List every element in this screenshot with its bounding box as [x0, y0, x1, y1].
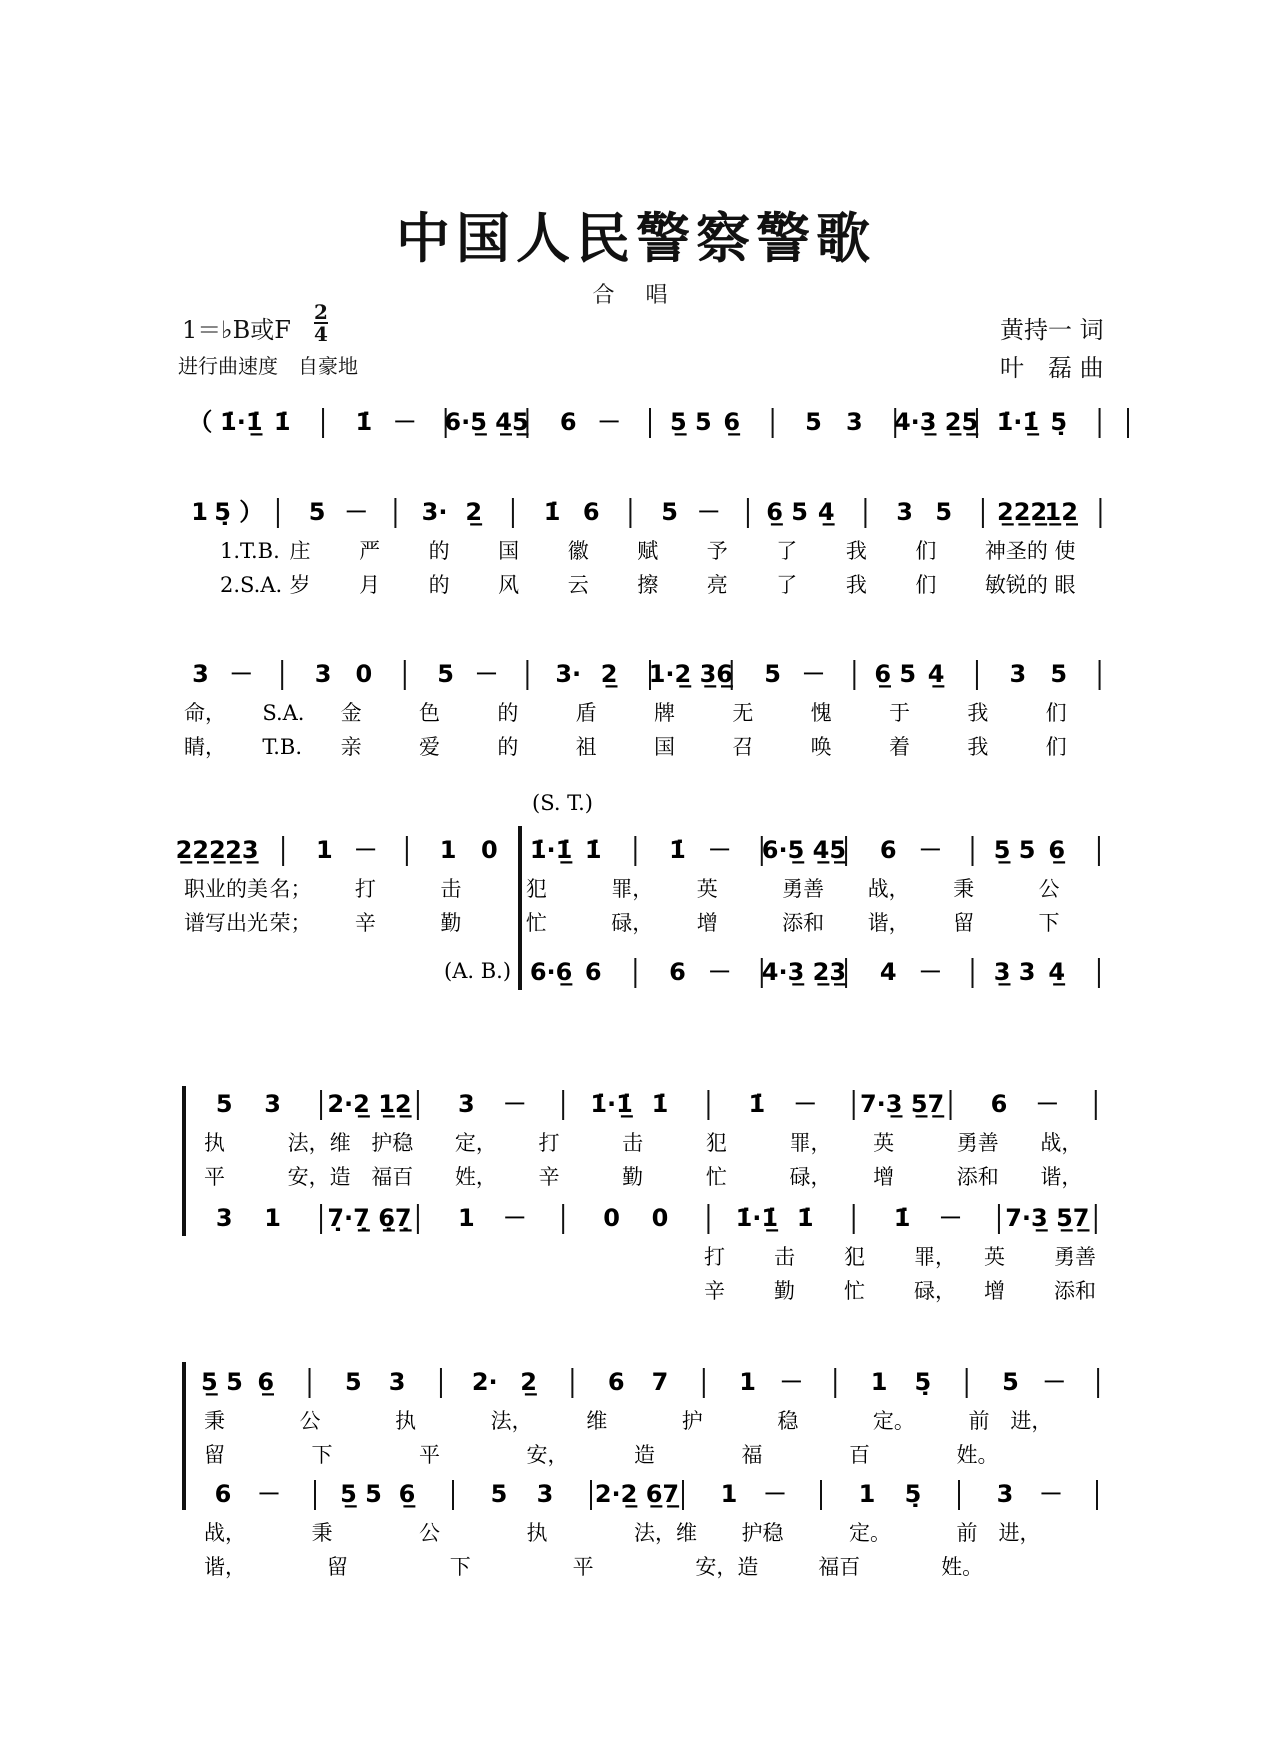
system2-lyric: 赋 — [637, 539, 659, 563]
system3-lyric: 的 — [497, 735, 519, 759]
system5-lower-note: － — [938, 1204, 963, 1232]
system6-upper-note: 3 — [388, 1368, 406, 1396]
system6-upper-lyric: 护 — [681, 1409, 703, 1433]
system5-lower-lyric: 忙 — [844, 1279, 865, 1303]
system5-upper-lyric: 击 — [622, 1131, 644, 1155]
system3-note: 2̲ — [600, 660, 618, 688]
system1-note: 1̇ — [355, 408, 373, 436]
system4-lyric: 名； — [269, 877, 312, 901]
system6-upper-note: 7 — [651, 1368, 669, 1396]
system5-lower-lyric: 辛 — [704, 1279, 725, 1303]
key-signature: 1＝♭B或F — [182, 316, 291, 344]
time-signature-bottom: 4 — [314, 322, 328, 346]
system6-upper-note: 2̲ — [520, 1368, 537, 1396]
system6-upper-lyric: 留 — [204, 1443, 225, 1467]
system5-upper-note: 2·2̲ 1̲2̲ — [327, 1090, 412, 1118]
system1-note: 5 — [805, 408, 822, 436]
system1-note: － — [392, 408, 417, 436]
system3-lyric: 着 — [889, 735, 910, 759]
system3-lyric: 我 — [967, 735, 989, 759]
system2-lyric: 徽 — [567, 539, 589, 563]
system5-lower-note: 1 — [264, 1204, 281, 1232]
system1-note: 6·5̲ 4̲5̲ — [444, 408, 529, 436]
system2-lyric: 们 — [915, 539, 937, 563]
system5-lower-note: 0 — [651, 1204, 669, 1232]
system5-upper-lyric: 战， — [1040, 1131, 1083, 1155]
system4-lyric: 犯 — [525, 877, 547, 901]
system6-lower-note: 6 — [214, 1480, 232, 1508]
system2-note: － — [696, 498, 721, 526]
system6-upper-note: 5 — [344, 1368, 362, 1396]
system6-upper-lyric: 法， — [490, 1409, 533, 1433]
system4-lyric: 击 — [440, 877, 462, 901]
system6-upper-note: 1 — [739, 1368, 756, 1396]
system6-upper-note: 2· — [471, 1368, 498, 1396]
system4-upper-note: 5̲ 5 — [993, 836, 1036, 864]
system3-lyric: T.B. — [262, 735, 303, 759]
system3-lyric: 们 — [1045, 735, 1067, 759]
system5-upper-note: 1̇ — [748, 1090, 766, 1118]
system3-lyric: S.A. — [262, 701, 305, 725]
system4-lower-note: － — [918, 958, 943, 986]
system5-upper-lyric: 忙 — [705, 1165, 727, 1189]
system3-lyric: 祖 — [575, 735, 597, 759]
system3-note: 3· — [555, 660, 582, 688]
system4-part-label-bottom: (A. B.) — [444, 959, 512, 983]
system3-lyric: 爱 — [419, 735, 440, 759]
system3-note: 4̲ — [927, 660, 945, 688]
system3-lyric: 唤 — [810, 735, 832, 759]
system4-lyric: 公 — [1038, 877, 1060, 901]
system3-note: 3 — [314, 660, 332, 688]
system1-note: 1̇·1̲̇ — [996, 408, 1040, 436]
system5-lower-lyric: 增 — [984, 1279, 1005, 1303]
system5-upper-lyric: 打 — [538, 1131, 560, 1155]
system5-lower-lyric: 犯 — [844, 1245, 865, 1269]
song-title: 中国人民警察警歌 — [396, 206, 876, 270]
system6-lower-lyric: 前 进， — [956, 1521, 1041, 1545]
system2-lyric: 岁 — [289, 573, 311, 597]
system2-lyric: 了 — [776, 573, 798, 597]
system2-lyric: 使 — [1054, 539, 1076, 563]
system3-note: 3 — [1009, 660, 1027, 688]
system3-lyric: 愧 — [810, 701, 832, 725]
system3-lyric: 盾 — [575, 701, 597, 725]
system4-upper-note: 6̲ — [1048, 836, 1066, 864]
system6-upper-note: 5̣ — [914, 1368, 932, 1396]
system2-lyric: 的 — [428, 539, 450, 563]
system2-lyric: 国 — [498, 539, 520, 563]
system5-upper-note: 6 — [990, 1090, 1008, 1118]
system3-lyric: 的 — [497, 701, 519, 725]
system4-lyric: 战， — [867, 877, 910, 901]
system5-lower-note: － — [502, 1204, 527, 1232]
system2-note: 6̲ 5 — [766, 498, 808, 526]
system5-upper-lyric: 谐， — [1040, 1165, 1083, 1189]
system6-upper-lyric: 百 — [849, 1443, 870, 1467]
system6-lower-lyric: 执 — [526, 1521, 548, 1545]
system4-upper-note: 6·5̲ 4̲5̲ — [761, 836, 847, 864]
system3-lyric: 金 — [340, 701, 362, 725]
system5-upper-note: 1̇ — [651, 1090, 669, 1118]
system3-lyric: 们 — [1045, 701, 1067, 725]
system5-upper-lyric: 安，造 — [287, 1165, 351, 1189]
system5-lower-lyric: 勤 — [774, 1279, 795, 1303]
system5-lower-note: 7̣·7̣̲ 6̣̲7̣̲ — [327, 1204, 412, 1232]
system3-lyric: 无 — [732, 701, 754, 725]
system5-upper-note: － — [793, 1090, 818, 1118]
system3-note: － — [229, 660, 254, 688]
system5-lower-lyric: 碌， — [914, 1279, 956, 1303]
system2-note: 2̲ — [465, 498, 483, 526]
system2-note: 1 — [191, 498, 208, 526]
system6-upper-note: － — [779, 1368, 804, 1396]
system5-upper-lyric: 福百 — [371, 1165, 414, 1189]
system1-note: 5̲ 5 — [669, 408, 712, 436]
system6-lower-lyric: 护稳 — [741, 1521, 784, 1545]
system5-lower-lyric: 英 — [984, 1245, 1005, 1269]
system5-upper-note: 5 — [215, 1090, 233, 1118]
system6-lower-note: 5̲ 5 — [340, 1480, 382, 1508]
system4-lower-note: 4̲ — [1048, 958, 1066, 986]
system6-lower-lyric: 秉 — [311, 1521, 333, 1545]
system2-lyric: 2.S.A. — [220, 573, 283, 597]
system3-lyric: 我 — [967, 701, 989, 725]
system5-upper-lyric: 姓， — [454, 1165, 497, 1189]
system6-lower-lyric: 定。 — [849, 1521, 891, 1545]
system2-note: 5 — [935, 498, 953, 526]
system4-upper-note: 1̇·1̲̇ — [529, 836, 573, 864]
system4-lower-note: 6 — [584, 958, 602, 986]
system3-lyric: 牌 — [654, 701, 675, 725]
system5-upper-lyric: 勤 — [622, 1165, 644, 1189]
system1-note: 4·3̲ 2̲5̲ — [893, 408, 979, 436]
system6-upper-lyric: 执 — [395, 1409, 417, 1433]
system3-note: 5 — [437, 660, 455, 688]
system5-upper-lyric: 法，维 — [287, 1131, 351, 1155]
system4-lyric: 留 — [953, 911, 975, 935]
system4-lyric: 增 — [696, 911, 718, 935]
system6-upper-note: 1 — [870, 1368, 888, 1396]
system4-lyric: 下 — [1038, 911, 1060, 935]
system3-note: 1·2̲ 3̲6̲ — [648, 660, 734, 688]
system5-lower-note: 1̇ — [796, 1204, 814, 1232]
system3-lyric: 命， — [184, 701, 226, 725]
system4-upper-note: － — [918, 836, 943, 864]
system1-note: 6̲ — [723, 408, 741, 436]
system6-upper-note: 6 — [607, 1368, 625, 1396]
system6-lower-lyric: 下 — [449, 1555, 471, 1579]
system5-lower-note: 0 — [603, 1204, 620, 1232]
system5-upper-lyric: 添和 — [956, 1165, 999, 1189]
system4-lower-note: 6·6̲ — [529, 958, 573, 986]
system6-lower-note: － — [763, 1480, 787, 1508]
system2-note: 5 — [661, 498, 678, 526]
system4-note: 1 — [316, 836, 333, 864]
system1-note: 5̣ — [1050, 408, 1068, 436]
system4-lyric: 辛 — [354, 911, 376, 935]
system5-lower-lyric: 罪， — [914, 1245, 956, 1269]
system2-lyric: 月 — [359, 573, 381, 597]
system6-upper-lyric: 福 — [741, 1443, 763, 1467]
system2-note: 6 — [582, 498, 600, 526]
system5-upper-lyric: 护稳 — [371, 1131, 414, 1155]
system1-note: 1̇ — [273, 408, 291, 436]
system2-lyric: 我 — [845, 573, 867, 597]
system3-lyric: 睛， — [184, 735, 226, 759]
system2-note: 5̣ ） — [214, 498, 264, 526]
system2-lyric: 的 — [428, 573, 450, 597]
system2-lyric: 我 — [845, 539, 867, 563]
system2-note: － — [344, 498, 369, 526]
system6-lower-note: － — [1039, 1480, 1063, 1508]
system5-lower-lyric: 击 — [774, 1245, 795, 1269]
system6-lower-lyric: 法，维 — [634, 1521, 697, 1545]
system4-upper-note: － — [707, 836, 732, 864]
system5-lower-note: 1 — [457, 1204, 475, 1232]
system6-lower-lyric: 福百 — [818, 1555, 861, 1579]
system5-lower-lyric: 添和 — [1054, 1279, 1096, 1303]
system4-upper-note: 6 — [879, 836, 897, 864]
system6-upper-lyric: 秉 — [204, 1409, 225, 1433]
system6-upper-lyric: 姓。 — [956, 1443, 999, 1467]
system2-note: 3 — [896, 498, 913, 526]
system4-lyric: 谱写出光 — [184, 911, 268, 935]
system6-upper-lyric: 前 进， — [968, 1409, 1053, 1433]
system6-upper-lyric: 稳 — [777, 1409, 799, 1433]
system4-lyric: 忙 — [525, 911, 547, 935]
system3-lyric: 国 — [654, 735, 675, 759]
system5-lower-note: 7·3̲ 5̲7̲ — [1005, 1204, 1090, 1232]
system5-lower-lyric: 打 — [704, 1245, 725, 1269]
system6-lower-note: 3 — [996, 1480, 1014, 1508]
system1-note: 6 — [559, 408, 577, 436]
system1-note: （ — [188, 408, 213, 436]
system6-upper-lyric: 下 — [311, 1443, 333, 1467]
system5-upper-lyric: 英 — [873, 1131, 895, 1155]
system4-lower-note: 4 — [879, 958, 897, 986]
system4-lyric: 勤 — [440, 911, 462, 935]
system6-lower-note: 1 — [720, 1480, 738, 1508]
system5-lower-note: 1̇·1̲̇ — [735, 1204, 779, 1232]
system2-lyric: 敏锐的 — [984, 573, 1048, 597]
system6-lower-note: 2·2̲ 6̲7̲ — [594, 1480, 680, 1508]
system4-lower-note: 3̲ 3 — [993, 958, 1036, 986]
system3-lyric: 召 — [732, 735, 754, 759]
system5-upper-lyric: 碌， — [789, 1165, 832, 1189]
system2-note: 3· — [421, 498, 448, 526]
system6-upper-note: － — [1042, 1368, 1067, 1396]
system2-note: 2̲2̲2̲ — [997, 498, 1048, 526]
system4-lyric: 秉 — [953, 877, 975, 901]
system5-upper-lyric: 犯 — [705, 1131, 727, 1155]
system1-note: － — [597, 408, 622, 436]
time-signature-top: 2 — [314, 300, 328, 324]
tempo-marking: 进行曲速度 自豪地 — [178, 354, 358, 378]
system3-note: 5 — [764, 660, 781, 688]
system1-note: 1̇·1̲̇ — [220, 408, 263, 436]
system3-lyric: 于 — [889, 701, 910, 725]
system4-note: 2̲2̲2̲ — [175, 836, 226, 864]
system4-lyric: 谐， — [867, 911, 910, 935]
system2-note: 5 — [308, 498, 326, 526]
system6-upper-lyric: 定。 — [872, 1409, 915, 1433]
system6-lower-note: 1 — [858, 1480, 876, 1508]
system6-lower-note: 5̣ — [904, 1480, 922, 1508]
system6-lower-lyric: 战， — [204, 1521, 246, 1545]
system6-lower-lyric: 姓。 — [941, 1555, 984, 1579]
system4-note: － — [353, 836, 378, 864]
system4-lyric: 职业的美 — [184, 877, 268, 901]
system5-upper-note: 7·3̲ 5̲7̲ — [859, 1090, 945, 1118]
system4-lower-note: 6 — [669, 958, 686, 986]
system2-lyric: 1.T.B. — [220, 539, 280, 563]
system2-lyric: 云 — [567, 573, 589, 597]
system6-upper-lyric: 安， — [526, 1443, 569, 1467]
system4-lower-note: 4·3̲ 2̲3̲ — [761, 958, 847, 986]
system2-note: 4̲ — [817, 498, 835, 526]
system3-lyric: 色 — [419, 701, 440, 725]
system3-lyric: 亲 — [340, 735, 362, 759]
system5-upper-lyric: 辛 — [538, 1165, 560, 1189]
system2-lyric: 神圣的 — [984, 539, 1048, 563]
system2-lyric: 们 — [915, 573, 937, 597]
system5-upper-note: － — [502, 1090, 527, 1118]
system6-upper-lyric: 平 — [419, 1443, 440, 1467]
system5-upper-note: 1̇·1̲̇ — [590, 1090, 633, 1118]
system6-upper-note: 5̲ 5 — [201, 1368, 243, 1396]
lyricist-credit: 黄持一 词 — [1000, 316, 1104, 344]
system3-note: 3 — [192, 660, 209, 688]
song-subtitle: 合 唱 — [592, 283, 680, 308]
composer-credit: 叶 磊 曲 — [1000, 354, 1104, 382]
system5-upper-note: 3 — [264, 1090, 281, 1118]
system6-upper-note: 5 — [1002, 1368, 1019, 1396]
system6-lower-lyric: 谐， — [204, 1555, 246, 1579]
system4-upper-note: 1̇ — [584, 836, 602, 864]
system6-upper-lyric: 造 — [634, 1443, 655, 1467]
system6-lower-note: － — [257, 1480, 281, 1508]
system4-note: 1 — [439, 836, 457, 864]
system4-lower-note: － — [707, 958, 732, 986]
system5-upper-lyric: 罪， — [789, 1131, 832, 1155]
system2-lyric: 庄 — [289, 539, 311, 563]
system2-note: 1̇ — [543, 498, 561, 526]
system6-lower-lyric: 公 — [419, 1521, 440, 1545]
system2-lyric: 眼 — [1054, 573, 1076, 597]
system3-note: 0 — [355, 660, 373, 688]
system4-part-label-top: (S. T.) — [532, 791, 593, 815]
system6-lower-lyric: 平 — [572, 1555, 594, 1579]
system5-upper-lyric: 平 — [204, 1165, 225, 1189]
system3-note: － — [474, 660, 499, 688]
system2-lyric: 予 — [706, 539, 728, 563]
system2-lyric: 亮 — [706, 573, 728, 597]
system6-lower-note: 3 — [536, 1480, 554, 1508]
system6-lower-note: 6̲ — [398, 1480, 416, 1508]
system4-lyric: 碌， — [611, 911, 654, 935]
system4-lyric: 添和 — [782, 911, 825, 935]
system3-note: － — [801, 660, 826, 688]
system5-upper-lyric: 增 — [873, 1165, 895, 1189]
system4-lyric: 英 — [696, 877, 718, 901]
system4-lyric: 荣； — [269, 911, 312, 935]
system4-lyric: 打 — [354, 877, 376, 901]
system5-upper-lyric: 执 — [204, 1131, 225, 1155]
system5-lower-note: 3 — [215, 1204, 233, 1232]
system2-lyric: 了 — [776, 539, 798, 563]
system2-lyric: 严 — [359, 539, 381, 563]
system1-note: 3 — [845, 408, 863, 436]
system3-note: 6̲ 5 — [874, 660, 917, 688]
system2-lyric: 擦 — [637, 573, 659, 597]
system6-lower-lyric: 留 — [326, 1555, 348, 1579]
system6-upper-note: 6̲ — [257, 1368, 275, 1396]
system4-lyric: 勇善 — [782, 877, 825, 901]
system4-note: 0 — [481, 836, 498, 864]
system2-note: 1̲2̲ — [1044, 498, 1078, 526]
system3-note: 5 — [1050, 660, 1068, 688]
system6-upper-lyric: 维 — [586, 1409, 608, 1433]
system4-upper-note: 1̇ — [669, 836, 686, 864]
system6-upper-lyric: 公 — [299, 1409, 321, 1433]
system5-upper-lyric: 勇善 — [956, 1131, 999, 1155]
system6-lower-note: 5 — [490, 1480, 508, 1508]
system6-lower-lyric: 安，造 — [695, 1555, 759, 1579]
system4-lyric: 罪， — [611, 877, 654, 901]
system5-lower-note: 1̇ — [893, 1204, 911, 1232]
system2-lyric: 风 — [498, 573, 520, 597]
system5-upper-note: － — [1035, 1090, 1060, 1118]
system5-upper-note: 3 — [457, 1090, 475, 1118]
system5-upper-lyric: 定， — [454, 1131, 497, 1155]
system5-lower-lyric: 勇善 — [1054, 1245, 1096, 1269]
system4-note: 2̲3̲ — [225, 836, 259, 864]
